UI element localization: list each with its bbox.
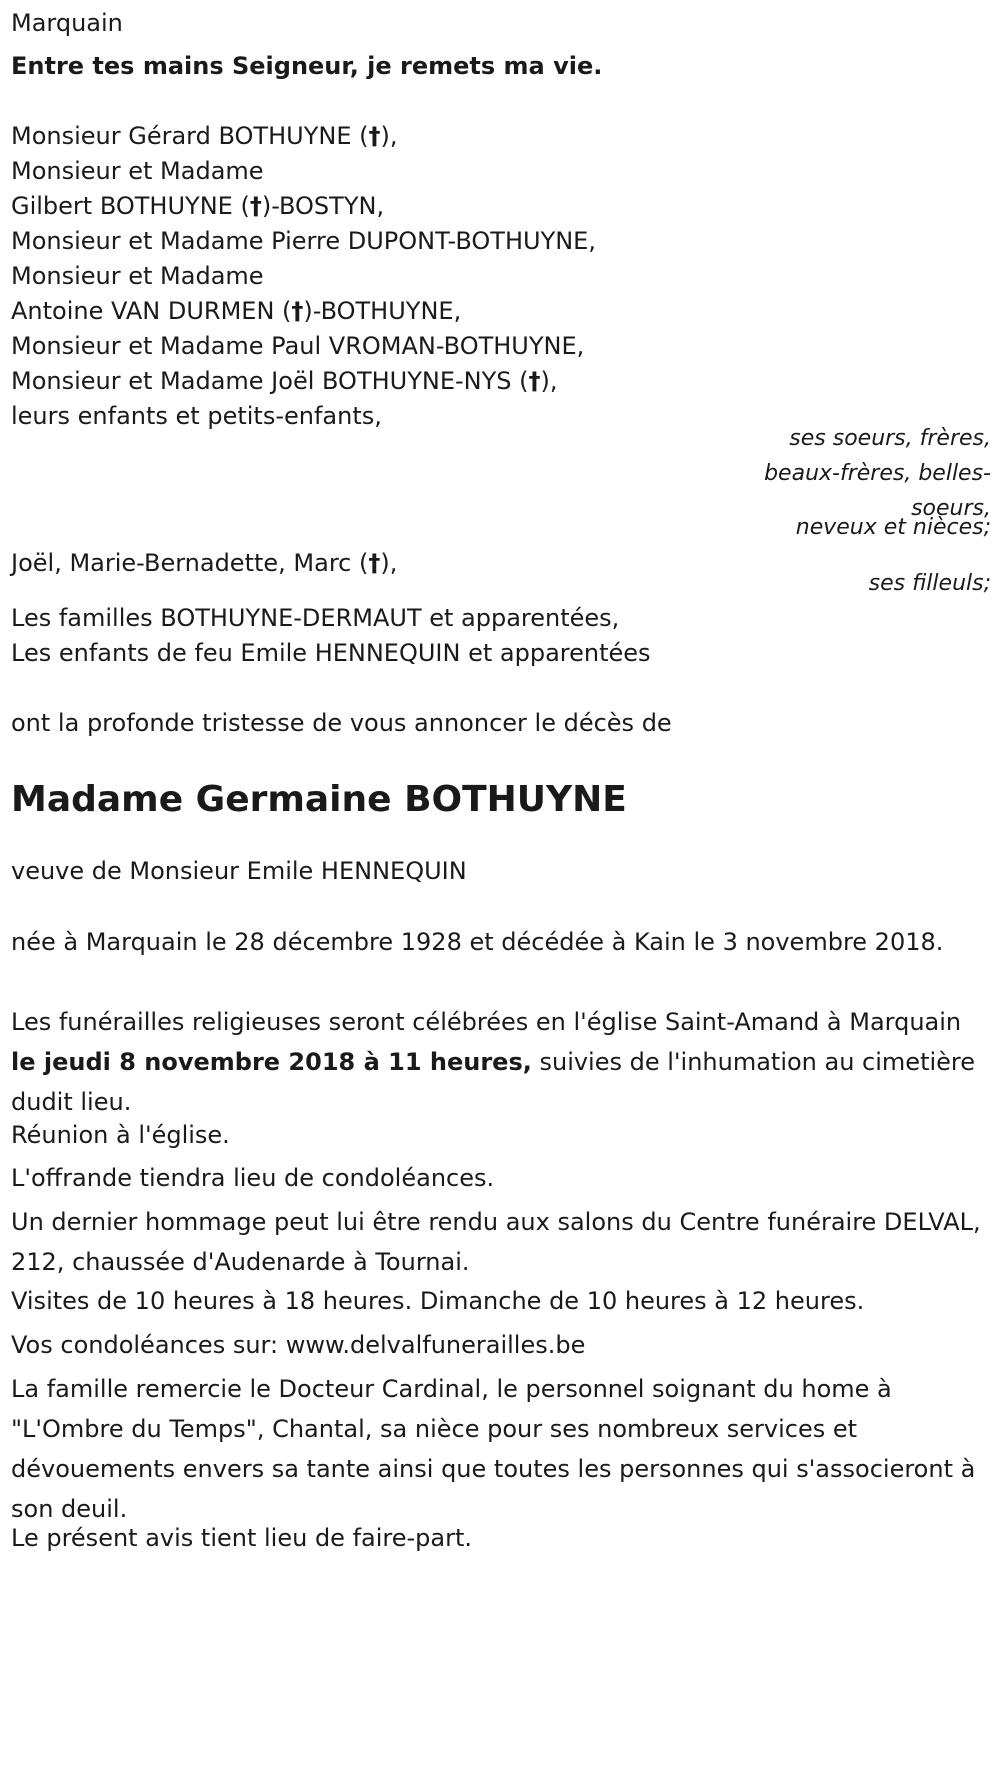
relation-godchildren: ses filleuls; <box>868 571 991 596</box>
deceased-name: Madame Germaine BOTHUYNE <box>11 779 627 820</box>
widow-of: veuve de Monsieur Emile HENNEQUIN <box>11 857 467 885</box>
motto: Entre tes mains Seigneur, je remets ma vie. <box>11 52 603 80</box>
closing-note: Le présent avis tient lieu de faire-part. <box>11 1524 473 1552</box>
announcement: ont la profonde tristesse de vous annoncer le décès de <box>11 709 672 737</box>
cross-icon: † <box>528 367 541 395</box>
cross-icon: † <box>368 549 381 577</box>
family-line-6: Antoine VAN DURMEN (†)-BOTHUYNE, <box>11 297 462 325</box>
place-name: Marquain <box>11 9 123 37</box>
family-line-2: Monsieur et Madame <box>11 157 264 185</box>
meeting-info: Réunion à l'église. <box>11 1121 230 1149</box>
birth-death: née à Marquain le 28 décembre 1928 et décédée à Kain le 3 novembre 2018. <box>11 928 944 956</box>
families-line-2: Les enfants de feu Emile HENNEQUIN et apparentées <box>11 639 651 667</box>
family-line-1: Monsieur Gérard BOTHUYNE (†), <box>11 122 398 150</box>
thanks-info: La famille remercie le Docteur Cardinal, le personnel soignant du home à "L'Ombre du Temps", Chantal, sa nièce pour ses nombreux services et dévouements envers sa tante ainsi que toutes les personnes qui s'associeront à son deuil. <box>11 1375 976 1523</box>
condolences-info: Vos condoléances sur: www.delvalfunerailles.be <box>11 1331 586 1359</box>
cross-icon: † <box>291 297 304 325</box>
family-line-9: leurs enfants et petits-enfants, <box>11 402 382 430</box>
family-line-5: Monsieur et Madame <box>11 262 264 290</box>
family-line-3: Gilbert BOTHUYNE (†)-BOSTYN, <box>11 192 385 220</box>
cross-icon: † <box>249 192 262 220</box>
relation-nephews: neveux et nièces; <box>795 515 991 540</box>
family-line-7: Monsieur et Madame Paul VROMAN-BOTHUYNE, <box>11 332 585 360</box>
family-line-8: Monsieur et Madame Joël BOTHUYNE-NYS (†), <box>11 367 558 395</box>
godchildren-line: Joël, Marie-Bernadette, Marc (†), <box>11 549 398 577</box>
relation-in-laws-cont: soeurs, <box>911 496 991 521</box>
homage-info: Un dernier hommage peut lui être rendu aux salons du Centre funéraire DELVAL, 212, chaussée d'Audenarde à Tournai. <box>11 1208 981 1276</box>
funeral-details: Les funérailles religieuses seront célébrées en l'église Saint-Amand à Marquain le jeudi 8 novembre 2018 à 11 heures, suivies de l'inhumation au cimetière dudit lieu. <box>11 1008 976 1116</box>
cross-icon: † <box>368 122 381 150</box>
visits-info: Visites de 10 heures à 18 heures. Dimanche de 10 heures à 12 heures. <box>11 1287 865 1315</box>
offering-info: L'offrande tiendra lieu de condoléances. <box>11 1164 495 1192</box>
family-line-4: Monsieur et Madame Pierre DUPONT-BOTHUYNE, <box>11 227 596 255</box>
relation-in-laws: beaux-frères, belles- <box>764 461 991 486</box>
relation-siblings: ses soeurs, frères, <box>789 426 991 451</box>
funeral-date: le jeudi 8 novembre 2018 à 11 heures, <box>11 1048 532 1076</box>
families-line-1: Les familles BOTHUYNE-DERMAUT et apparentées, <box>11 604 620 632</box>
